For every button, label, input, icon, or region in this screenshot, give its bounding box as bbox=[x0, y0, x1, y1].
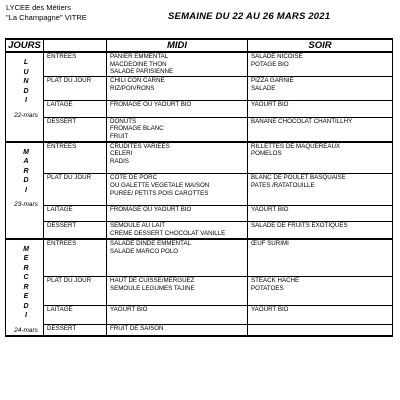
soir-cell bbox=[248, 52, 393, 77]
midi-dish: SEMOULE LEGUMES TAJINE bbox=[110, 285, 195, 293]
soir-dish bbox=[251, 313, 392, 321]
menu-row bbox=[6, 325, 393, 336]
day-letter: D bbox=[23, 87, 29, 95]
menu-row bbox=[6, 305, 393, 324]
soir-dish bbox=[251, 68, 392, 76]
midi-dish: PUREE/ PETITS POIS CAROTTES bbox=[110, 189, 209, 197]
soir-dish: BLANC DE POULET BASQUAISE bbox=[251, 174, 346, 182]
soir-cell bbox=[248, 305, 393, 324]
soir-cell bbox=[248, 277, 393, 305]
midi-dish: FRUIT bbox=[110, 132, 129, 140]
day-name bbox=[9, 148, 43, 196]
midi-dish: COTE DE PORC bbox=[110, 174, 158, 182]
soir-dish bbox=[251, 197, 392, 205]
soir-dish: YAOURT BIO bbox=[251, 206, 289, 214]
midi-dish: SALADE DINDE EMMENTAL bbox=[110, 239, 192, 247]
soir-dish bbox=[251, 248, 392, 256]
day-letter: U bbox=[23, 68, 29, 76]
category-label: LAITAGE bbox=[44, 305, 107, 324]
midi-dish: SEMOULE AU LAIT bbox=[110, 222, 166, 230]
soir-dish: ŒUF SURIMI bbox=[251, 239, 289, 247]
soir-dish: SALADE bbox=[251, 84, 276, 92]
jours-header: JOURS bbox=[6, 39, 44, 52]
soir-header: SOIR bbox=[248, 39, 393, 52]
midi-dish: SALADE MARCO POLO bbox=[110, 247, 179, 255]
menu-body bbox=[6, 52, 393, 336]
day-letter: E bbox=[23, 255, 29, 263]
midi-dish: FRUIT DE SAISON bbox=[110, 325, 164, 333]
midi-dish bbox=[110, 214, 247, 222]
menu-row bbox=[6, 117, 393, 142]
week-title: SEMAINE DU 22 AU 26 MARS 2021 bbox=[168, 11, 331, 22]
school-location: "La Champagne" VITRE bbox=[6, 13, 87, 22]
midi-cell bbox=[107, 277, 248, 305]
midi-dish: RIZ/POIVRONS bbox=[110, 84, 155, 92]
category-label: LAITAGE bbox=[44, 101, 107, 117]
midi-cell bbox=[107, 206, 248, 222]
soir-dish bbox=[251, 255, 392, 263]
day-letter: I bbox=[25, 186, 27, 194]
midi-cell bbox=[107, 117, 248, 142]
category-label: ENTREES bbox=[44, 52, 107, 77]
category-label: PLAT DU JOUR bbox=[44, 77, 107, 101]
category-label: PLAT DU JOUR bbox=[44, 174, 107, 206]
midi-dish: YAOURT BIO bbox=[110, 305, 148, 313]
midi-dish: PANIER EMMENTAL bbox=[110, 53, 169, 60]
soir-dish bbox=[251, 125, 392, 133]
category-label: ENTREES bbox=[44, 239, 107, 277]
soir-dish: RILLETTES DE MAQUEREAUX bbox=[251, 142, 341, 150]
midi-dish: MACDEOINE THON bbox=[110, 60, 167, 68]
midi-dish: CELERI bbox=[110, 150, 133, 158]
midi-dish: OU GALETTE VEGETALE MAISON bbox=[110, 182, 210, 189]
day-letter: L bbox=[23, 59, 29, 66]
day-date: 23-mars bbox=[14, 201, 38, 209]
day-letter: D bbox=[23, 302, 29, 310]
category-label: PLAT DU JOUR bbox=[44, 277, 107, 305]
day-letter: I bbox=[25, 312, 27, 320]
midi-dish bbox=[110, 92, 247, 100]
soir-dish bbox=[251, 263, 392, 271]
day-letter: C bbox=[23, 274, 29, 282]
midi-cell bbox=[107, 174, 248, 206]
soir-dish: POTAGE BIO bbox=[251, 60, 289, 68]
midi-dish: FROMAGE BLANC bbox=[110, 125, 164, 133]
soir-cell bbox=[248, 117, 393, 142]
soir-dish: STEACK HACHE bbox=[251, 277, 300, 285]
header-row bbox=[6, 39, 393, 52]
soir-dish: POMELOS bbox=[251, 150, 282, 158]
menu-row bbox=[6, 277, 393, 305]
soir-dish bbox=[251, 325, 392, 333]
midi-dish: CRUDITES VARIEES bbox=[110, 142, 170, 150]
menu-row bbox=[6, 77, 393, 101]
midi-dish bbox=[110, 109, 247, 117]
day-letter: A bbox=[23, 158, 29, 166]
menu-row bbox=[6, 142, 393, 174]
midi-dish bbox=[110, 166, 247, 174]
soir-dish: SALADE DE FRUITS EXOTIQUES bbox=[251, 222, 348, 230]
day-date: 22-mars bbox=[14, 111, 38, 119]
midi-dish: RADIS bbox=[110, 157, 129, 165]
midi-dish bbox=[110, 255, 247, 263]
soir-dish: YAOURT BIO bbox=[251, 101, 289, 109]
soir-dish: YAOURT BIO bbox=[251, 305, 289, 313]
category-label: ENTREES bbox=[44, 142, 107, 174]
midi-cell bbox=[107, 52, 248, 77]
day-letter: I bbox=[25, 97, 27, 104]
midi-dish: FROMAGE OU YAOURT BIO bbox=[110, 101, 192, 109]
soir-dish bbox=[251, 133, 392, 141]
soir-dish bbox=[251, 230, 392, 238]
menu-row bbox=[6, 101, 393, 117]
category-label: DESSERT bbox=[44, 222, 107, 239]
day-cell bbox=[6, 239, 44, 336]
day-letter: R bbox=[23, 167, 29, 175]
midi-cell bbox=[107, 77, 248, 101]
midi-cell bbox=[107, 142, 248, 174]
soir-cell bbox=[248, 77, 393, 101]
day-cell bbox=[6, 142, 44, 239]
soir-dish bbox=[251, 109, 392, 117]
day-letter: R bbox=[23, 283, 29, 291]
midi-dish: SALADE PARISIENNE bbox=[110, 68, 174, 76]
menu-row bbox=[6, 52, 393, 77]
menu-row bbox=[6, 174, 393, 206]
midi-dish: DONUTS bbox=[110, 117, 137, 125]
soir-dish bbox=[251, 158, 392, 166]
category-label: DESSERT bbox=[44, 117, 107, 142]
midi-dish bbox=[110, 197, 247, 205]
day-letter: R bbox=[23, 264, 29, 272]
soir-dish: PIZZA GARNIE bbox=[251, 77, 294, 85]
soir-dish bbox=[251, 293, 392, 301]
day-letter: M bbox=[23, 245, 29, 253]
day-letter: E bbox=[23, 293, 29, 301]
midi-dish: CHILI CON CARNE bbox=[110, 77, 165, 85]
soir-dish: SALADE NICOISE bbox=[251, 53, 303, 60]
menu-row bbox=[6, 206, 393, 222]
soir-cell bbox=[248, 101, 393, 117]
soir-cell bbox=[248, 325, 393, 336]
menu-row bbox=[6, 222, 393, 239]
midi-dish: FROMAGE OU YAOURT BIO bbox=[110, 206, 192, 214]
soir-dish: BANANE CHOCOLAT CHANTILLHY bbox=[251, 117, 353, 125]
midi-dish bbox=[110, 313, 247, 321]
category-header bbox=[44, 39, 107, 52]
category-label: LAITAGE bbox=[44, 206, 107, 222]
midi-cell bbox=[107, 222, 248, 239]
soir-cell bbox=[248, 239, 393, 277]
day-name bbox=[9, 245, 43, 321]
category-label: DESSERT bbox=[44, 325, 107, 336]
midi-cell bbox=[107, 325, 248, 336]
school-name: LYCEE des Métiers bbox=[6, 3, 71, 12]
day-letter: N bbox=[23, 78, 29, 85]
soir-cell bbox=[248, 206, 393, 222]
midi-dish: CREME DESSERT CHOCOLAT VANILLE bbox=[110, 230, 226, 238]
soir-cell bbox=[248, 142, 393, 174]
soir-cell bbox=[248, 222, 393, 239]
midi-cell bbox=[107, 239, 248, 277]
menu-table bbox=[5, 38, 393, 337]
soir-dish bbox=[251, 92, 392, 100]
soir-dish bbox=[251, 190, 392, 198]
soir-dish bbox=[251, 214, 392, 222]
midi-cell bbox=[107, 101, 248, 117]
soir-dish bbox=[251, 166, 392, 174]
midi-cell bbox=[107, 305, 248, 324]
day-letter: D bbox=[23, 177, 29, 185]
day-letter: M bbox=[23, 148, 29, 156]
midi-dish bbox=[110, 293, 247, 301]
day-cell bbox=[6, 52, 44, 142]
midi-dish: HAUT DE CUISSE/MERGUEZ bbox=[110, 277, 195, 285]
midi-dish bbox=[110, 263, 247, 271]
soir-cell bbox=[248, 174, 393, 206]
soir-dish: PATES /RATATOUILLE bbox=[251, 182, 315, 189]
menu-row bbox=[6, 239, 393, 277]
day-date: 24-mars bbox=[14, 326, 38, 334]
soir-dish: POTATOES bbox=[251, 285, 284, 293]
midi-header: MIDI bbox=[107, 39, 248, 52]
day-name bbox=[9, 58, 43, 106]
